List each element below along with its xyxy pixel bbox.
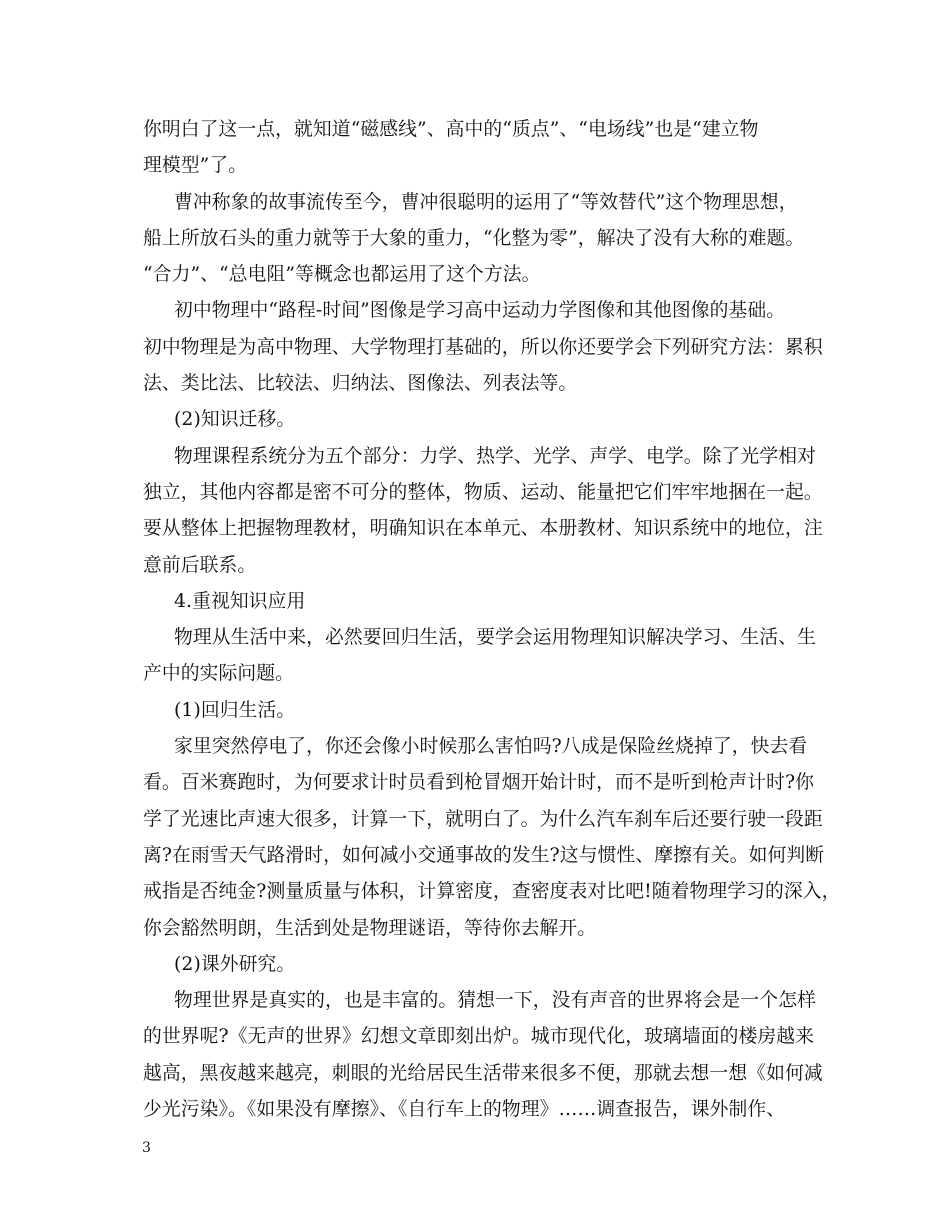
text-line: 你会豁然明朗，生活到处是物理谜语，等待你去解开。: [143, 917, 597, 939]
text-line: 你明白了这一点，就知道“磁感线”、高中的“质点”、“电场线”也是“建立物: [143, 119, 759, 140]
text-line: 物理世界是真实的，也是丰富的。猜想一下，没有声音的世界将会是一个怎样: [174, 990, 816, 1012]
text-line: 少光污染》。《如果没有摩擦》、《自行车上的物理》……调查报告，课外制作、: [143, 1099, 786, 1121]
text-line: 初中物理是为高中物理、大学物理打基础的，所以你还要学会下列研究方法：累积: [143, 336, 823, 358]
body-text: [143, 112, 841, 1128]
text-line: 戒指是否纯金?测量质量与体积，计算密度，查密度表对比吧!随着物理学习的深入，: [143, 881, 841, 903]
page-number: 3: [142, 1140, 151, 1156]
text-line: 曹冲称象的故事流传至今，曹冲很聪明的运用了“等效替代”这个物理思想，: [174, 191, 798, 213]
text-line: 离?在雨雪天气路滑时，如何减小交通事故的发生?这与惯性、摩擦有关。如何判断: [143, 844, 825, 866]
text-line: 意前后联系。: [143, 554, 257, 576]
text-line: 船上所放石头的重力就等于大象的重力，“化整为零”，解决了没有大称的难题。: [143, 227, 805, 249]
text-line: 理模型”了。: [143, 155, 248, 177]
text-line: 学了光速比声速大很多，计算一下，就明白了。为什么汽车刹车后还要行驶一段距: [143, 808, 823, 830]
text-line: 物理从生活中来，必然要回归生活，要学会运用物理知识解决学习、生活、生: [174, 627, 816, 649]
section-heading: (2)知识迁移。: [174, 409, 296, 431]
text-line: 看。百米赛跑时，为何要求计时员看到枪冒烟开始计时，而不是听到枪声计时?你: [143, 772, 815, 794]
text-line: 家里突然停电了，你还会像小时候那么害怕吗?八成是保险丝烧掉了，快去看: [174, 736, 808, 758]
section-heading: 4.重视知识应用: [174, 590, 306, 612]
section-heading: (1)回归生活。: [174, 699, 296, 721]
text-line: 法、类比法、比较法、归纳法、图像法、列表法等。: [143, 373, 578, 395]
text-line: 要从整体上把握物理教材，明确知识在本单元、本册教材、知识系统中的地位，注: [143, 518, 823, 540]
text-line: 初中物理中“路程-时间”图像是学习高中运动力学图像和其他图像的基础。: [174, 300, 786, 322]
section-heading: (2)课外研究。: [174, 953, 296, 975]
text-line: 物理课程系统分为五个部分：力学、热学、光学、声学、电学。除了光学相对: [174, 445, 816, 467]
text-line: 产中的实际问题。: [143, 663, 295, 685]
text-line: 独立，其他内容都是密不可分的整体，物质、运动、能量把它们牢牢地捆在一起。: [143, 481, 823, 503]
text-line: 的世界呢?《无声的世界》幻想文章即刻出炉。城市现代化，玻璃墙面的楼房越来: [143, 1026, 815, 1048]
text-line: “合力”、“总电阻”等概念也都运用了这个方法。: [143, 264, 541, 286]
text-line: 越高，黑夜越来越亮，刺眼的光给居民生活带来很多不便，那就去想一想《如何减: [143, 1062, 823, 1084]
